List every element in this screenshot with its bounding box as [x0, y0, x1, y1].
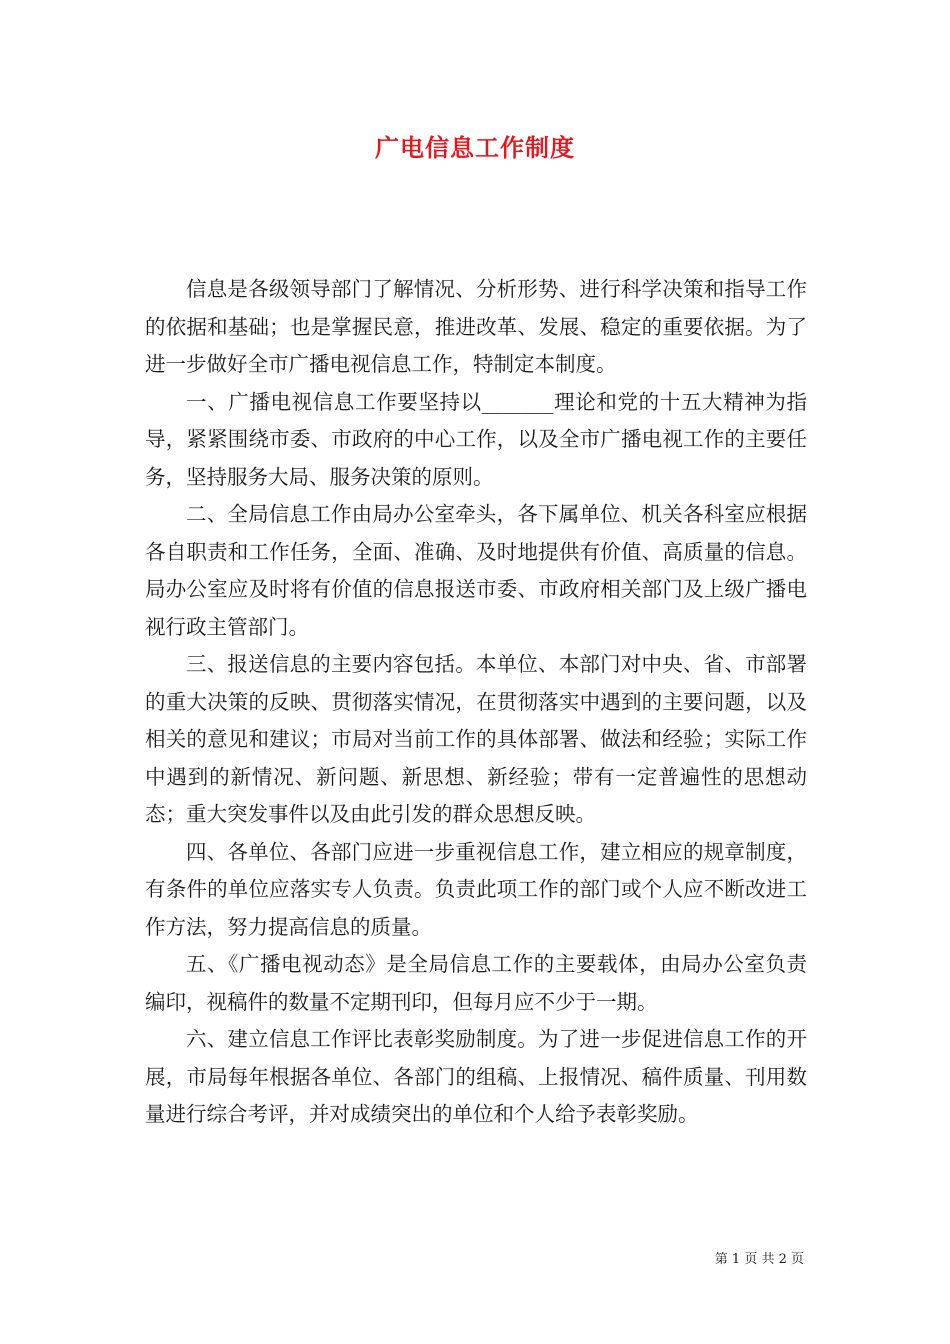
document-body: [145, 271, 807, 1134]
paragraph-3: 三、报送信息的主要内容包括。本单位、本部门对中央、省、市部署的重大决策的反映、贯彻落实情况，在贯彻落实中遇到的主要问题，以及相关的意见和建议；市局对当前工作的具体部署、做法和经验；实际工作中遇到的新情况、新问题、新思想、新经验；带有一定普遍性的思想动态；重大突发事件以及由此引发的群众思想反映。: [145, 652, 807, 826]
page-number-footer: 第 1 页 共 2 页: [714, 1252, 804, 1267]
document-title: 广电信息工作制度: [375, 133, 575, 162]
paragraph-1: 一、广播电视信息工作要坚持以_______理论和党的十五大精神为指导，紧紧围绕市委、市政府的中心工作，以及全市广播电视工作的主要任务，坚持服务大局、服务决策的原则。: [145, 389, 807, 489]
paragraph-2: 二、全局信息工作由局办公室牵头，各下属单位、机关各科室应根据各自职责和工作任务，全面、准确、及时地提供有价值、高质量的信息。局办公室应及时将有价值的信息报送市委、市政府相关部门及上级广播电视行政主管部门。: [145, 502, 807, 639]
paragraph-4: 四、各单位、各部门应进一步重视信息工作，建立相应的规章制度，有条件的单位应落实专人负责。负责此项工作的部门或个人应不断改进工作方法，努力提高信息的质量。: [145, 839, 807, 939]
paragraph-intro: 信息是各级领导部门了解情况、分析形势、进行科学决策和指导工作的依据和基础；也是掌握民意，推进改革、发展、稳定的重要依据。为了进一步做好全市广播电视信息工作，特制定本制度。: [145, 277, 807, 376]
paragraph-6: 六、建立信息工作评比表彰奖励制度。为了进一步促进信息工作的开展，市局每年根据各单位、各部门的组稿、上报情况、稿件质量、刊用数量进行综合考评，并对成绩突出的单位和个人给予表彰奖励。: [145, 1027, 807, 1126]
paragraph-5: 五、《广播电视动态》是全局信息工作的主要载体，由局办公室负责编印，视稿件的数量不定期刊印，但每月应不少于一期。: [145, 952, 807, 1014]
